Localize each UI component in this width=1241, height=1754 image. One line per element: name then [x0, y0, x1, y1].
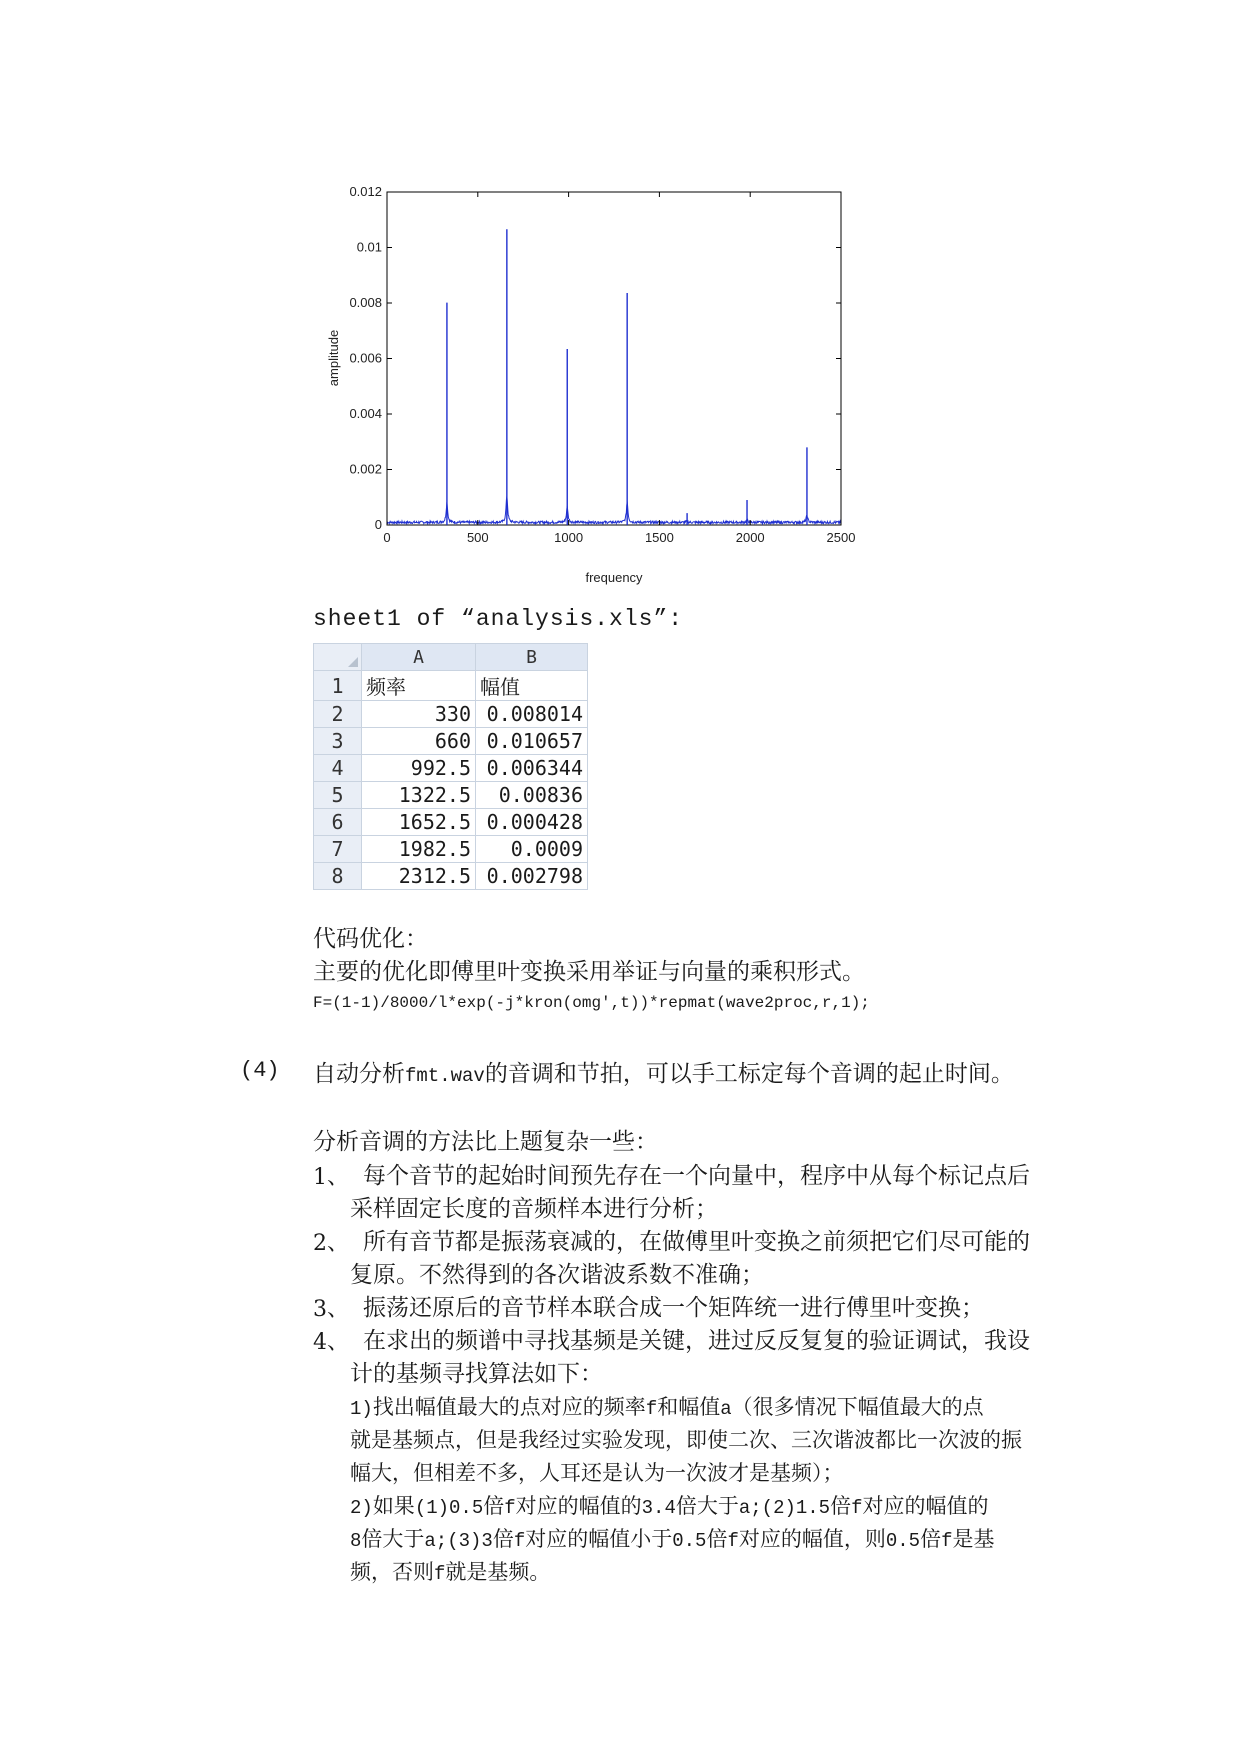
- table-row: [314, 782, 588, 809]
- algo-fragment: 如果: [372, 1494, 415, 1518]
- x-axis-label: frequency: [585, 570, 643, 585]
- algo-fragment: f: [434, 1563, 446, 1585]
- algo-fragment: a;(2)1.5: [738, 1497, 831, 1519]
- step-text-cont: 复原。不然得到的各次谐波系数不准确；: [350, 1262, 764, 1288]
- intro-text: 分析音调的方法比上题复杂一些：: [313, 1129, 658, 1155]
- cell-b[interactable]: 0.002798: [476, 863, 588, 890]
- table-row: [314, 809, 588, 836]
- y-tick-label: 0.012: [349, 184, 382, 199]
- step-text: 所有音节都是振荡衰减的，在做傅里叶变换之前须把它们尽可能的: [363, 1229, 1030, 1255]
- cell-b1[interactable]: 幅值: [476, 671, 588, 701]
- cell-b[interactable]: 0.008014: [476, 701, 588, 728]
- algo-fragment: 3.4: [641, 1497, 676, 1519]
- x-tick-label: 1500: [644, 530, 674, 545]
- algo-fragment: 2): [350, 1497, 373, 1519]
- algo-fragment: 0.5: [885, 1530, 921, 1552]
- cell-a[interactable]: 330: [362, 701, 476, 728]
- algo-fragment: 8: [350, 1530, 362, 1552]
- algo-fragment: 倍大于: [361, 1527, 425, 1551]
- algo-fragment: f: [513, 1530, 526, 1552]
- table-row: [314, 755, 588, 782]
- algo-fragment: 倍: [830, 1494, 852, 1518]
- table-row: [314, 863, 588, 890]
- algo-fragment: 对应的幅值的: [515, 1494, 642, 1518]
- table-row: [314, 728, 588, 755]
- row-header[interactable]: 2: [314, 701, 362, 728]
- item-heading-pre: 自动分析: [313, 1061, 405, 1087]
- row-header[interactable]: 7: [314, 836, 362, 863]
- algo-fragment: f: [504, 1497, 516, 1519]
- step-text-cont: 采样固定长度的音频样本进行分析；: [350, 1196, 718, 1222]
- algo-fragment: a;(3)3: [424, 1530, 493, 1552]
- spectrum-chart: [320, 180, 880, 590]
- step-number: 2、: [313, 1231, 349, 1256]
- algo-line: [350, 1556, 550, 1591]
- y-tick-label: 0.002: [349, 461, 382, 477]
- row-header[interactable]: 3: [314, 728, 362, 755]
- x-tick-label: 2500: [826, 530, 856, 545]
- step-number: 3、: [313, 1297, 349, 1322]
- cell-b[interactable]: 0.006344: [476, 755, 588, 782]
- algo-fragment: 倍: [483, 1494, 505, 1518]
- y-axis-label: amplitude: [326, 329, 341, 387]
- select-all-corner[interactable]: [314, 644, 362, 671]
- algo-fragment: 对应的幅值小于: [525, 1527, 673, 1551]
- sheet-caption: sheet1 of “analysis.xls”:: [313, 606, 684, 632]
- item-heading-file: fmt.wav: [405, 1065, 485, 1087]
- x-tick-label: 0: [383, 530, 391, 545]
- table-row: [314, 671, 588, 701]
- step-text: 振荡还原后的音节样本联合成一个矩阵统一进行傅里叶变换；: [363, 1295, 984, 1321]
- algo-fragment: 倍: [920, 1527, 942, 1551]
- cell-b[interactable]: 0.000428: [476, 809, 588, 836]
- step-text: 在求出的频谱中寻找基频是关键，进过反反复复的验证调试，我设: [363, 1328, 1030, 1354]
- algo-fragment: 频，否则: [350, 1560, 434, 1584]
- item-heading-post: 的音调和节拍，可以手工标定每个音调的起止时间。: [484, 1061, 1014, 1087]
- code-opt-desc: 主要的优化即傅里叶变换采用举证与向量的乘积形式。: [313, 959, 865, 985]
- row-header[interactable]: 4: [314, 755, 362, 782]
- algo-fragment: 和幅值: [657, 1395, 721, 1419]
- cell-a[interactable]: 1652.5: [362, 809, 476, 836]
- step-number: 1、: [313, 1165, 349, 1190]
- algo-fragment: (1)0.5: [414, 1497, 484, 1519]
- step-text: 每个音节的起始时间预先存在一个向量中，程序中从每个标记点后: [363, 1163, 1030, 1189]
- algo-fragment: 是基: [952, 1527, 995, 1551]
- cell-b[interactable]: 0.010657: [476, 728, 588, 755]
- algo-fragment: a: [720, 1398, 732, 1420]
- x-tick-label: 2000: [735, 530, 765, 545]
- algo-fragment: f: [851, 1497, 863, 1519]
- algo-fragment: 对应的幅值的: [862, 1494, 989, 1518]
- algo-fragment: 就是基频。: [445, 1560, 551, 1584]
- cell-a[interactable]: 1322.5: [362, 782, 476, 809]
- row-header[interactable]: 6: [314, 809, 362, 836]
- algo-line: [350, 1523, 994, 1558]
- algo-fragment: 1): [350, 1398, 373, 1420]
- algo-line: 幅大，但相差不多，人耳还是认为一次波才是基频）；: [350, 1461, 844, 1485]
- algo-fragment: 倍: [706, 1527, 728, 1551]
- algo-fragment: 找出幅值最大的点对应的频率: [372, 1395, 646, 1419]
- code-opt-title: 代码优化：: [313, 926, 428, 952]
- table-row: [314, 701, 588, 728]
- x-tick-label: 1000: [554, 530, 584, 545]
- cell-a[interactable]: 660: [362, 728, 476, 755]
- algo-fragment: 0.5: [672, 1530, 707, 1552]
- column-header-b[interactable]: B: [476, 644, 588, 671]
- x-tick-label: 500: [466, 530, 489, 545]
- y-tick-label: 0.006: [349, 350, 382, 366]
- cell-a[interactable]: 1982.5: [362, 836, 476, 863]
- step-number: 4、: [313, 1330, 349, 1355]
- algo-line: [350, 1391, 984, 1426]
- y-tick-label: 0.004: [349, 406, 382, 421]
- algo-fragment: f: [727, 1530, 739, 1552]
- row-header[interactable]: 5: [314, 782, 362, 809]
- algo-fragment: 倍大于: [675, 1494, 739, 1518]
- algo-fragment: （很多情况下幅值最大的点: [731, 1395, 984, 1419]
- item-number: (4): [240, 1058, 280, 1083]
- table-row: [314, 836, 588, 863]
- cell-b[interactable]: 0.00836: [476, 782, 588, 809]
- cell-a1[interactable]: 频率: [362, 671, 476, 701]
- algo-fragment: 倍: [492, 1527, 514, 1551]
- column-header-a[interactable]: A: [362, 644, 476, 671]
- cell-a[interactable]: 2312.5: [362, 863, 476, 890]
- cell-a[interactable]: 992.5: [362, 755, 476, 782]
- y-tick-label: 0.01: [356, 239, 382, 255]
- algo-line: [350, 1490, 988, 1525]
- row-header[interactable]: 1: [314, 671, 362, 701]
- y-tick-label: 0: [374, 517, 382, 532]
- item-heading: [313, 1058, 1014, 1093]
- column-header-row: [314, 644, 588, 671]
- algo-fragment: f: [941, 1530, 953, 1552]
- algo-fragment: f: [645, 1398, 658, 1420]
- spreadsheet: [313, 643, 588, 890]
- step-text-cont: 计的基频寻找算法如下：: [350, 1361, 603, 1387]
- row-header[interactable]: 8: [314, 863, 362, 890]
- algo-line: 就是基频点，但是我经过实验发现，即使二次、三次谐波都比一次波的振: [350, 1428, 1022, 1452]
- y-tick-label: 0.008: [349, 295, 382, 310]
- algo-fragment: 对应的幅值，则: [738, 1527, 886, 1551]
- code-snippet: F=(1-1)/8000/l*exp(-j*kron(omg',t))*repmat(wave2proc,r,1);: [313, 994, 870, 1012]
- plot-frame: [387, 192, 841, 525]
- cell-b[interactable]: 0.0009: [476, 836, 588, 863]
